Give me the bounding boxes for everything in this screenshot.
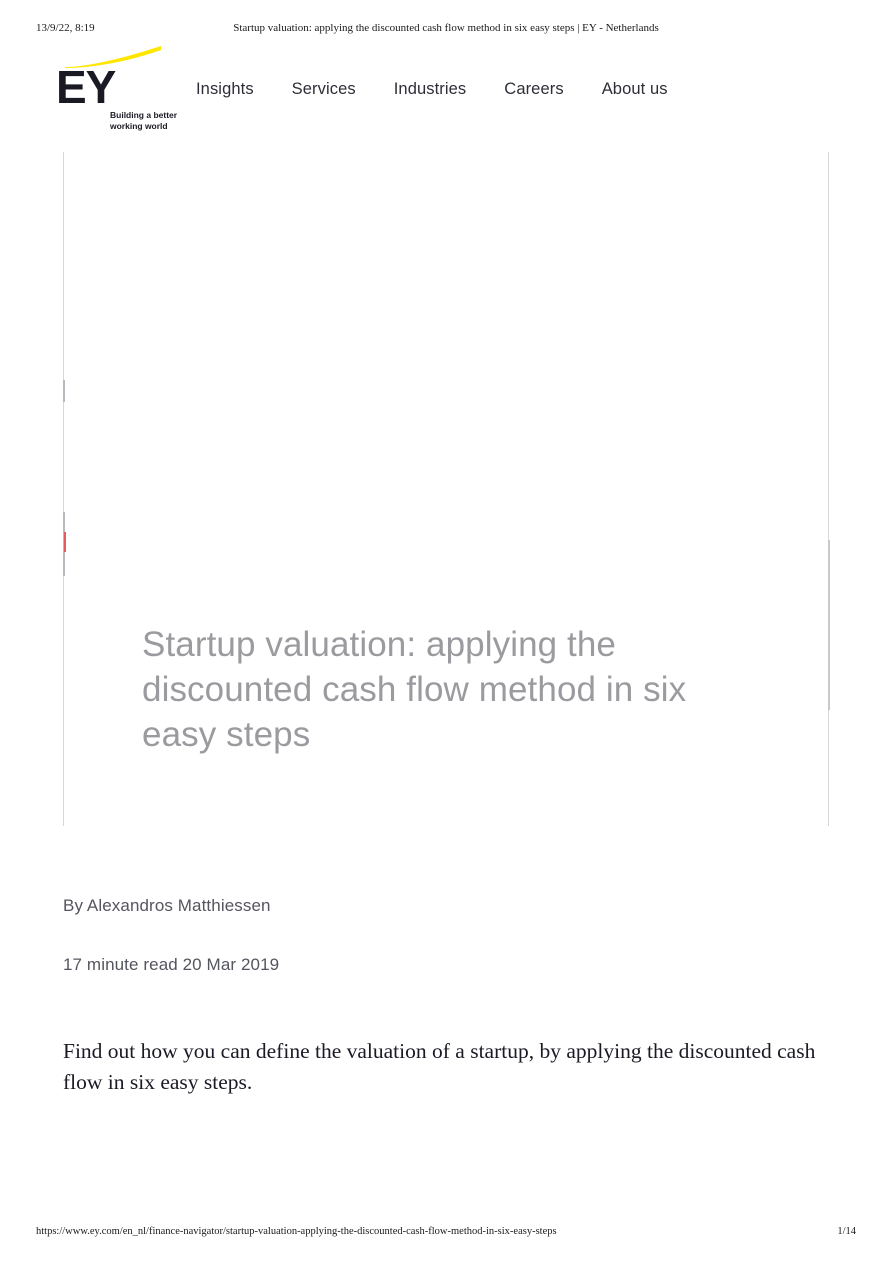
print-header-datetime: 13/9/22, 8:19 <box>36 22 95 34</box>
print-header <box>0 22 892 38</box>
main-nav <box>196 80 668 104</box>
nav-item-about-us[interactable]: About us <box>601 80 668 98</box>
ey-logo[interactable] <box>55 44 185 136</box>
hero-right-rule <box>828 152 829 826</box>
print-header-title: Startup valuation: applying the discounted cash flow method in six easy steps | EY - Netherlands <box>233 22 659 34</box>
nav-item-careers[interactable]: Careers <box>504 80 564 98</box>
nav-item-insights[interactable]: Insights <box>196 80 254 98</box>
print-footer <box>0 1226 892 1240</box>
article-read-meta: 17 minute read 20 Mar 2019 <box>63 955 280 974</box>
article-byline: By Alexandros Matthiessen <box>63 896 271 915</box>
hero-left-rule <box>63 152 64 826</box>
site-header <box>0 44 892 136</box>
hero-tick-upper-left <box>63 380 65 402</box>
nav-item-industries[interactable]: Industries <box>393 80 467 98</box>
ey-tagline: Building a better working world <box>110 110 178 131</box>
page-title: Startup valuation: applying the discounted cash flow method in six easy steps <box>142 625 687 754</box>
hero-tick-right <box>828 540 830 710</box>
article-lead-paragraph: Find out how you can define the valuation of a startup, by applying the discounted cash flow in six easy steps. <box>63 1039 816 1094</box>
hero-tick-accent-left <box>64 532 66 552</box>
hero-banner <box>0 140 892 826</box>
ey-wordmark: EY <box>56 61 116 113</box>
print-footer-url: https://www.ey.com/en_nl/finance-navigator/startup-valuation-applying-the-discounted-cash-flow-method-in-six-easy-steps <box>36 1226 557 1237</box>
nav-item-services[interactable]: Services <box>291 80 356 98</box>
print-footer-page-number: 1/14 <box>837 1226 856 1237</box>
